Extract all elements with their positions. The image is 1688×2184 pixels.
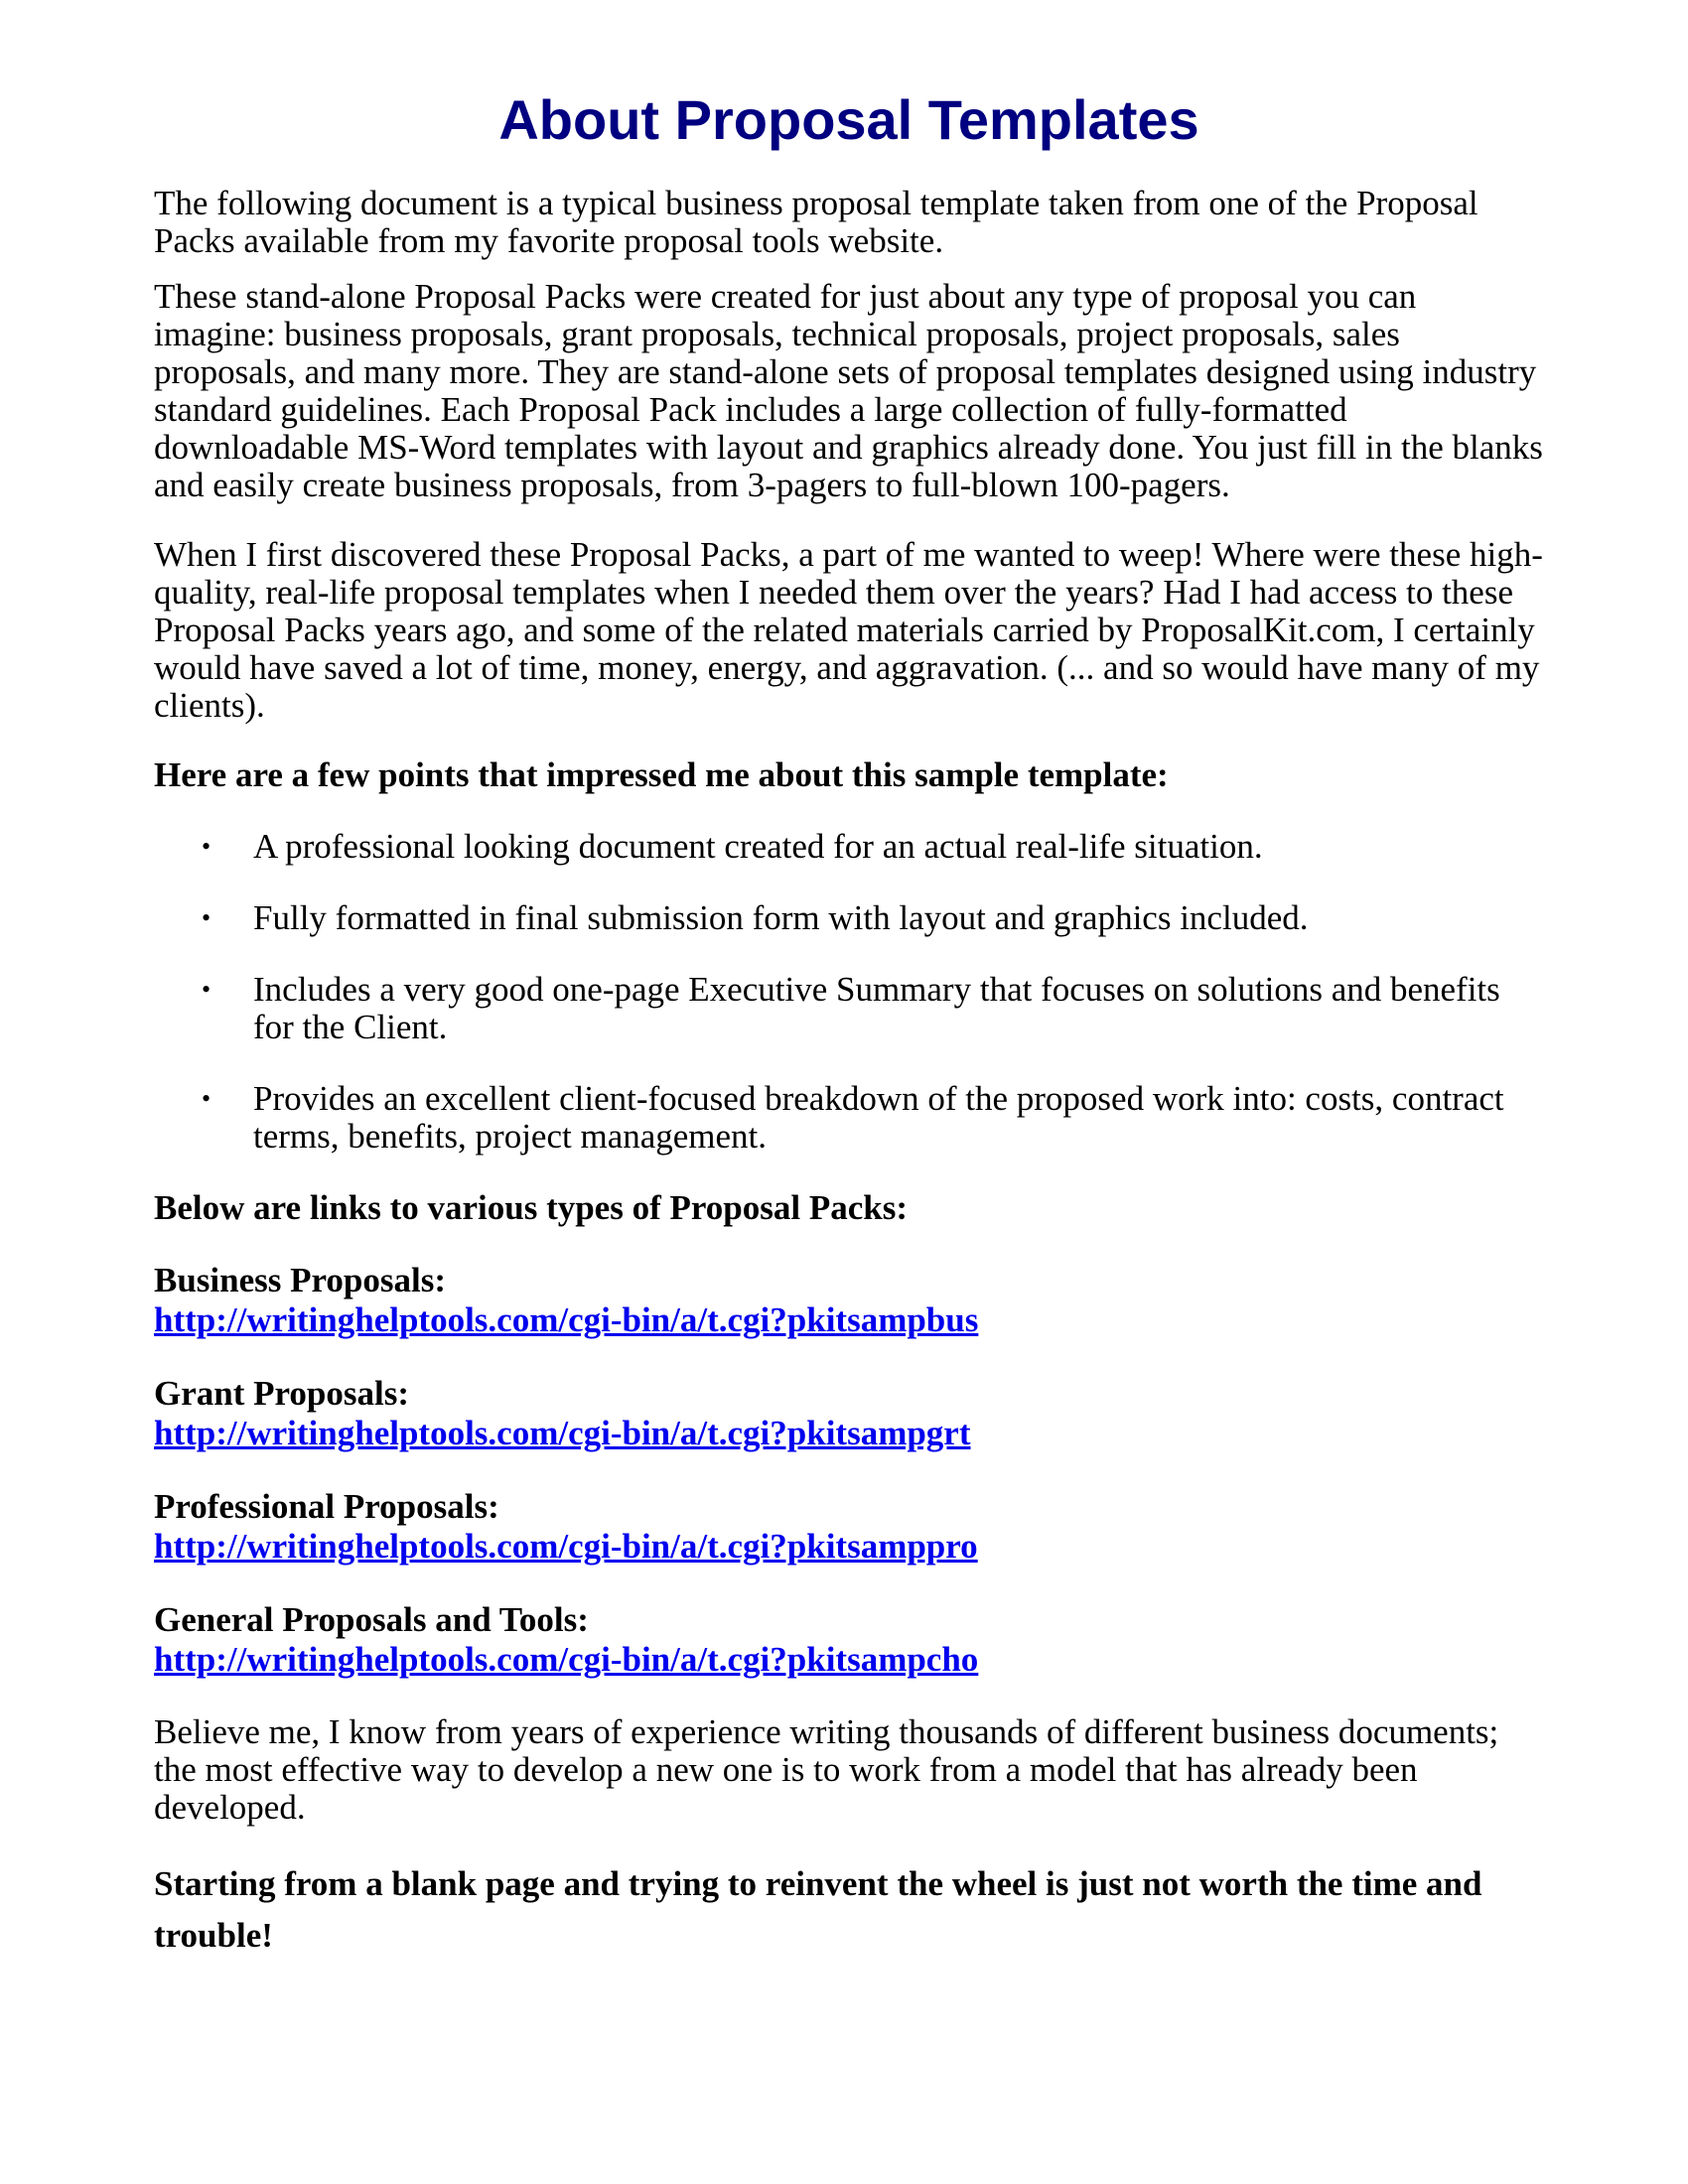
bullet-icon: • xyxy=(202,1084,211,1113)
bullet-icon: • xyxy=(202,975,211,1004)
points-list xyxy=(154,828,1544,1156)
list-item xyxy=(154,828,1544,866)
grant-proposals-link[interactable]: http://writinghelptools.com/cgi-bin/a/t.cgi?pkitsampgrt xyxy=(154,1414,971,1452)
link-label: Business Proposals: xyxy=(154,1261,447,1299)
link-group-business xyxy=(154,1261,1544,1340)
list-item-text: Provides an excellent client-focused breakdown of the proposed work into: costs, contract terms, benefits, project management. xyxy=(253,1079,1504,1156)
discovery-paragraph: When I first discovered these Proposal Packs, a part of me wanted to weep! Where were these high-quality, real-life proposal templates when I needed them over the years? Had I had access to these Proposal Packs years ago, and some of the related materials carried by ProposalKit.com, I certainly would have saved a lot of time, money, energy, and aggravation. (... and so would have many of my clients). xyxy=(154,535,1543,725)
points-heading: Here are a few points that impressed me about this sample template: xyxy=(154,755,1169,794)
list-item xyxy=(154,899,1544,937)
professional-proposals-link[interactable]: http://writinghelptools.com/cgi-bin/a/t.cgi?pkitsamppro xyxy=(154,1527,978,1566)
document-page xyxy=(154,87,1544,1962)
bullet-icon: • xyxy=(202,832,211,861)
experience-paragraph: Believe me, I know from years of experience writing thousands of different business documents; the most effective way to develop a new one is to work from a model that has already been developed. xyxy=(154,1712,1499,1827)
link-label: Professional Proposals: xyxy=(154,1487,499,1526)
link-group-grant xyxy=(154,1374,1544,1453)
link-label: General Proposals and Tools: xyxy=(154,1600,589,1639)
intro-paragraph: The following document is a typical business proposal template taken from one of the Proposal Packs available from my favorite proposal tools website. xyxy=(154,184,1478,260)
list-item-text: Fully formatted in final submission form with layout and graphics included. xyxy=(253,898,1309,937)
link-group-professional xyxy=(154,1487,1544,1567)
list-item xyxy=(154,971,1544,1046)
general-proposals-link[interactable]: http://writinghelptools.com/cgi-bin/a/t.cgi?pkitsampcho xyxy=(154,1640,979,1679)
description-paragraph: These stand-alone Proposal Packs were created for just about any type of proposal you can imagine: business proposals, grant proposals, technical proposals, project proposals, sales proposals, and many more. They are stand-alone sets of proposal templates designed using industry standard guidelines. Each Proposal Pack includes a large collection of fully-formatted downloadable MS-Word templates with layout and graphics already done. You just fill in the blanks and easily create business proposals, from 3-pagers to full-blown 100-pagers. xyxy=(154,277,1543,504)
business-proposals-link[interactable]: http://writinghelptools.com/cgi-bin/a/t.cgi?pkitsampbus xyxy=(154,1300,979,1339)
bullet-icon: • xyxy=(202,903,211,932)
closing-statement: Starting from a blank page and trying to reinvent the wheel is just not worth the time and trouble! xyxy=(154,1864,1482,1955)
link-label: Grant Proposals: xyxy=(154,1374,409,1413)
list-item-text: A professional looking document created for an actual real-life situation. xyxy=(253,827,1263,866)
link-group-general xyxy=(154,1600,1544,1680)
links-heading: Below are links to various types of Proposal Packs: xyxy=(154,1188,908,1227)
list-item-text: Includes a very good one-page Executive Summary that focuses on solutions and benefits for the Client. xyxy=(253,970,1500,1046)
page-title: About Proposal Templates xyxy=(498,88,1199,151)
list-item xyxy=(154,1080,1544,1156)
